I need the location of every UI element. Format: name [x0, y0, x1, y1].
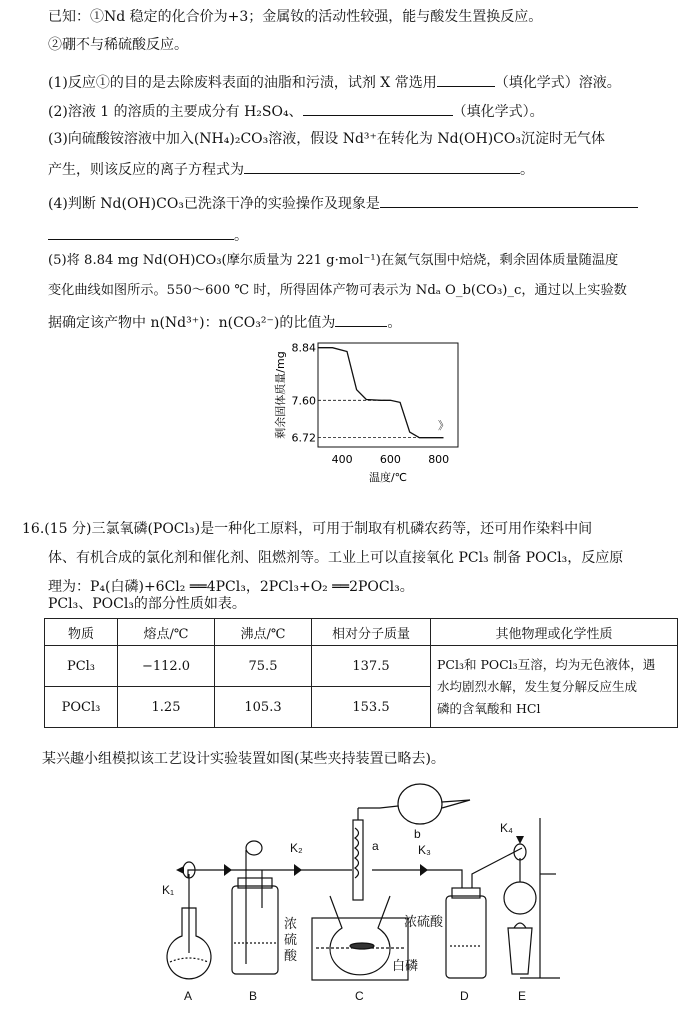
valve-k2: K₂: [290, 841, 303, 855]
acid-label-b-2: 硫: [284, 932, 298, 947]
table-property-cell: [431, 646, 678, 728]
mass-curve: [318, 348, 444, 438]
table-cell: 153.5: [312, 687, 431, 728]
answer-blank-4b[interactable]: [48, 225, 234, 240]
label-e: E: [518, 989, 527, 1003]
label-d: D: [460, 989, 469, 1003]
label-c: C: [355, 989, 364, 1003]
valve-k4-icon[interactable]: [516, 836, 524, 844]
valve-icon[interactable]: [224, 864, 232, 876]
question-1-tail: （填化学式）溶液。: [494, 75, 621, 91]
property-table: [44, 618, 678, 728]
answer-blank-2[interactable]: [303, 101, 453, 116]
question-3-text: 产生，则该反应的离子方程式为: [48, 162, 244, 178]
valve-k4: K₄: [500, 821, 513, 835]
q16-line-1: 16.(15 分)三氯氧磷(POCl₃)是一种化工原料，可用于制取有机磷农药等，还可用作染料中间: [22, 521, 593, 537]
question-3-tail: 。: [520, 162, 534, 178]
question-2-tail: （填化学式）。: [452, 104, 544, 120]
q16-line-3: 理为：P₄(白磷)+6Cl₂ ══4PCl₃，2PCl₃+O₂ ══2POCl₃。: [48, 579, 414, 595]
y-tick-760: 7.60: [291, 394, 316, 408]
property-line-1: PCl₃和 POCl₃互溶，均为无色液体，遇: [437, 656, 656, 672]
table-cell: 105.3: [215, 687, 312, 728]
question-5-line-3: [48, 312, 401, 332]
question-3-line-2: [48, 159, 534, 179]
table-cell: POCl₃: [45, 687, 118, 728]
flask-a: [167, 862, 211, 979]
question-5-line-1: (5)将 8.84 mg Nd(OH)CO₃(摩尔质量为 221 g·mol⁻¹)在氮气氛围中焙烧，剩余固体质量随温度: [48, 253, 619, 268]
axis-break-mark: 》: [438, 419, 449, 432]
acid-label-d: 浓硫酸: [404, 914, 444, 929]
question-4-line-2: [48, 225, 248, 245]
question-5-text: 据确定该产物中 n(Nd³⁺)：n(CO₃²⁻)的比值为: [48, 315, 336, 331]
question-4-tail: 。: [234, 228, 248, 244]
table-header: 物质: [45, 619, 118, 646]
y-tick-672: 6.72: [291, 431, 316, 445]
condenser-label-a: a: [372, 839, 379, 853]
apparatus-diagram: [0, 778, 692, 1008]
table-cell: −112.0: [118, 646, 215, 687]
answer-blank-1[interactable]: [437, 72, 495, 87]
label-b: B: [249, 989, 258, 1003]
drying-tube-label-b: b: [414, 827, 421, 841]
question-1-text: (1)反应①的目的是去除废料表面的油脂和污渍，试剂 X 常选用: [48, 75, 437, 91]
gas-tube-cd: [372, 870, 462, 888]
answer-blank-4a[interactable]: [380, 193, 638, 208]
flask-e: [504, 818, 560, 978]
valve-k3: K₃: [418, 843, 431, 857]
mass-temperature-chart: [270, 335, 470, 495]
table-header: 熔点/℃: [118, 619, 215, 646]
question-1: [48, 72, 621, 92]
table-cell: 137.5: [312, 646, 431, 687]
property-line-3: 磷的含氧酸和 HCl: [437, 700, 541, 716]
x-tick-600: 600: [379, 453, 401, 466]
drying-tube-b: [380, 784, 470, 824]
q16-line-2: 体、有机合成的氯化剂和催化剂、阻燃剂等。工业上可以直接氧化 PCl₃ 制备 POCl₃，反应原: [48, 550, 624, 566]
question-4-line-1: [48, 193, 638, 213]
answer-blank-5[interactable]: [335, 312, 387, 327]
flask-c: [312, 808, 408, 980]
acid-label-b-1: 浓: [284, 916, 298, 931]
bottle-b: [232, 841, 278, 974]
question-4-text: (4)判断 Nd(OH)CO₃已洗涤干净的实验操作及现象是: [48, 196, 380, 212]
question-2: [48, 101, 544, 121]
table-header: 沸点/℃: [215, 619, 312, 646]
y-axis-label: 剩余固体质量/mg: [274, 351, 287, 439]
y-tick-884: 8.84: [291, 341, 316, 355]
question-2-text: (2)溶液 1 的溶质的主要成分有 H₂SO₄、: [48, 104, 303, 120]
x-axis-label: 温度/℃: [368, 471, 408, 484]
table-header: 相对分子质量: [312, 619, 431, 646]
valve-k3-icon[interactable]: [420, 864, 428, 876]
valve-k2-icon[interactable]: [294, 864, 302, 876]
table-cell: 1.25: [118, 687, 215, 728]
q16-line-4: PCl₃、POCl₃的部分性质如表。: [48, 596, 246, 612]
question-5-line-2: 变化曲线如图所示。550～600 ℃ 时，所得固体产物可表示为 Ndₐ O_b(CO₃)_c，通过以上实验数: [48, 283, 627, 298]
answer-blank-3[interactable]: [244, 159, 520, 174]
bottle-d: [446, 888, 486, 978]
gas-tube-ab: [188, 870, 352, 878]
white-phosphorus-label: 白磷: [392, 958, 419, 973]
known-line-1: 已知：①Nd 稳定的化合价为+3；金属钕的活动性较强，能与酸发生置换反应。: [48, 9, 543, 25]
table-cell: 75.5: [215, 646, 312, 687]
table-cell: PCl₃: [45, 646, 118, 687]
x-tick-400: 400: [331, 453, 353, 466]
table-header: 其他物理或化学性质: [431, 619, 678, 646]
valve-k1: K₁: [162, 883, 175, 897]
property-line-2: 水均剧烈水解，发生复分解反应生成: [437, 678, 638, 694]
known-line-2: ②硼不与稀硫酸反应。: [48, 37, 188, 53]
table-header-row: [45, 619, 678, 646]
valve-k1-icon[interactable]: [176, 866, 184, 874]
question-3-line-1: (3)向硫酸铵溶液中加入(NH₄)₂CO₃溶液，假设 Nd³⁺在转化为 Nd(OH)CO₃沉淀时无气体: [48, 131, 605, 147]
table-row: [45, 646, 678, 687]
chart-frame: [318, 343, 458, 447]
x-tick-800: 800: [428, 453, 450, 466]
label-a: A: [184, 989, 193, 1003]
acid-label-b-3: 酸: [284, 948, 298, 963]
question-5-tail: 。: [387, 315, 402, 331]
apparatus-intro: 某兴趣小组模拟该工艺设计实验装置如图(某些夹持装置已略去)。: [42, 751, 445, 767]
